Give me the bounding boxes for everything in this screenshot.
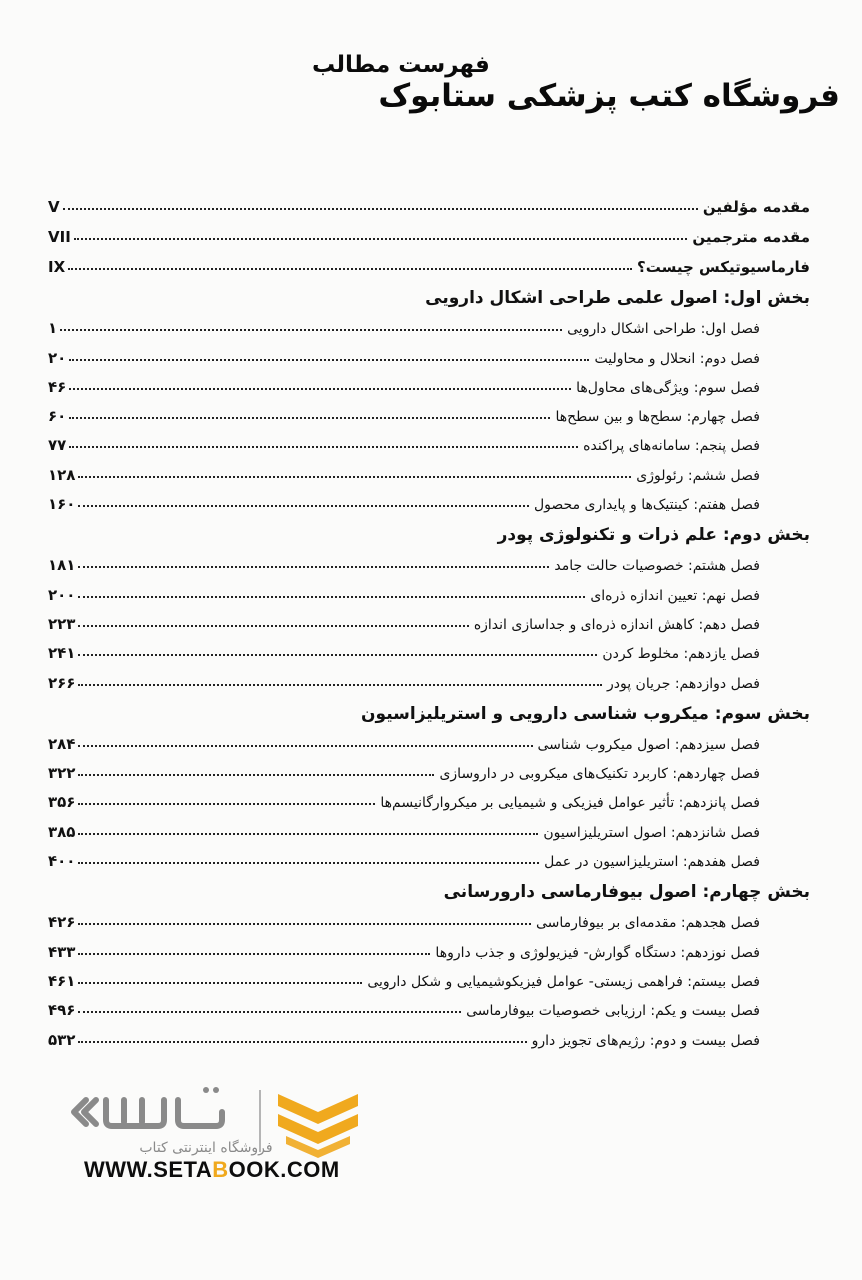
toc-label: فصل هفدهم: استریلیزاسیون در عمل bbox=[544, 854, 760, 871]
toc-row[interactable] bbox=[48, 545, 810, 574]
dot-leader bbox=[69, 359, 589, 361]
dot-leader bbox=[78, 654, 597, 656]
toc-label: فصل سیزدهم: اصول میکروب شناسی bbox=[537, 736, 760, 753]
toc-label: فصل سوم: ویژگی‌های محاول‌ها bbox=[576, 379, 760, 396]
dot-leader bbox=[78, 833, 538, 835]
dot-leader bbox=[78, 953, 430, 955]
toc-page-number: ۱۶۰ bbox=[48, 495, 76, 514]
toc-row[interactable] bbox=[48, 308, 810, 337]
toc-row[interactable] bbox=[48, 633, 810, 662]
part-heading[interactable]: بخش سوم: میکروب شناسی دارویی و استریلیزاسیون bbox=[361, 703, 810, 724]
toc-page-number: ۳۲۲ bbox=[48, 764, 76, 783]
toc-page-number: ۲۶۶ bbox=[48, 673, 76, 692]
toc-row[interactable] bbox=[48, 931, 810, 960]
toc-label: فصل هجدهم: مقدمه‌ای بر بیوفارماسی bbox=[535, 915, 760, 932]
toc-label: فصل ششم: رئولوژی bbox=[636, 467, 760, 484]
website-highlight: B bbox=[212, 1157, 229, 1182]
dot-leader bbox=[78, 1041, 526, 1043]
toc-row[interactable] bbox=[48, 753, 810, 782]
toc-page-number: VII bbox=[48, 228, 71, 246]
dot-leader bbox=[78, 505, 529, 507]
toc-page-number: ۷۷ bbox=[48, 436, 67, 455]
toc-page-number: ۴۶۱ bbox=[48, 971, 76, 990]
front-matter-list bbox=[48, 186, 810, 276]
toc-label: فصل دوم: انحلال و محاولیت bbox=[594, 350, 760, 367]
toc-row[interactable] bbox=[48, 724, 810, 753]
brand-wordmark-icon bbox=[74, 1087, 222, 1126]
toc-row[interactable] bbox=[48, 216, 810, 246]
toc-label: فصل بیست و دوم: رژیم‌های تجویز دارو bbox=[531, 1032, 760, 1049]
toc-label: فصل پنجم: سامانه‌های پراکنده bbox=[583, 438, 760, 455]
toc-row[interactable] bbox=[48, 425, 810, 454]
toc-row[interactable] bbox=[48, 902, 810, 931]
dot-leader bbox=[78, 774, 434, 776]
toc-row[interactable] bbox=[48, 841, 810, 870]
toc-page-number: ۲۰ bbox=[48, 348, 67, 367]
parts-list bbox=[48, 276, 810, 1049]
dot-leader bbox=[63, 208, 698, 210]
dot-leader bbox=[78, 566, 549, 568]
toc-page-number: ۲۴۱ bbox=[48, 644, 76, 663]
table-of-contents bbox=[48, 186, 810, 1049]
toc-row[interactable] bbox=[48, 367, 810, 396]
dot-leader bbox=[60, 329, 562, 331]
dot-leader bbox=[69, 388, 571, 390]
toc-row[interactable] bbox=[48, 961, 810, 990]
website-suffix: OOK.COM bbox=[228, 1157, 340, 1182]
dot-leader bbox=[78, 923, 530, 925]
toc-page-number: ۱۲۸ bbox=[48, 465, 76, 484]
toc-heading: فهرست مطالب bbox=[312, 52, 490, 78]
book-chevron-icon bbox=[278, 1094, 358, 1158]
toc-label: فصل هشتم: خصوصیات حالت جامد bbox=[554, 558, 760, 575]
toc-label: فصل چهارم: سطح‌ها و بین سطح‌ها bbox=[555, 409, 760, 426]
toc-label: فصل دوازدهم: جریان پودر bbox=[606, 675, 760, 692]
part-heading[interactable]: بخش اول: اصول علمی طراحی اشکال دارویی bbox=[425, 288, 810, 308]
dot-leader bbox=[78, 596, 585, 598]
toc-page-number: ۴۲۶ bbox=[48, 913, 76, 932]
store-name-watermark: فروشگاه کتب پزشکی ستابوک bbox=[378, 78, 840, 114]
toc-page-number: ۴۰۰ bbox=[48, 852, 76, 871]
part-heading[interactable]: بخش چهارم: اصول بیوفارماسی دارورسانی bbox=[443, 882, 810, 903]
toc-label: مقدمه مترجمین bbox=[692, 228, 810, 246]
toc-row[interactable] bbox=[48, 1019, 810, 1048]
toc-label: فصل نهم: تعیین اندازه ذره‌ای bbox=[590, 587, 760, 604]
dot-leader bbox=[78, 803, 375, 805]
toc-label: فارماسیوتیکس چیست؟ bbox=[637, 258, 810, 276]
dot-leader bbox=[78, 1011, 461, 1013]
toc-label: فصل چهاردهم: کاربرد تکنیک‌های میکروبی در داروسازی bbox=[439, 766, 760, 783]
toc-row[interactable] bbox=[48, 337, 810, 366]
toc-label: فصل شانزدهم: اصول استریلیزاسیون bbox=[543, 824, 760, 841]
website-url[interactable] bbox=[84, 1157, 340, 1183]
part-heading[interactable]: بخش دوم: علم ذرات و تکنولوژی پودر bbox=[497, 525, 810, 546]
toc-page-number: ۵۳۲ bbox=[48, 1030, 76, 1049]
toc-row[interactable] bbox=[48, 484, 810, 513]
toc-row[interactable] bbox=[48, 396, 810, 425]
dot-leader bbox=[78, 684, 602, 686]
toc-page-number: ۲۰۰ bbox=[48, 585, 76, 604]
toc-page-number: ۳۵۶ bbox=[48, 793, 76, 812]
toc-page-number: ۴۶ bbox=[48, 377, 67, 396]
dot-leader bbox=[78, 982, 362, 984]
toc-page-number: V bbox=[48, 198, 60, 216]
dot-leader bbox=[78, 745, 532, 747]
toc-label: فصل نوزدهم: دستگاه گوارش- فیزیولوژی و جذب داروها bbox=[435, 944, 760, 961]
toc-page-number: ۳۸۵ bbox=[48, 822, 76, 841]
toc-row[interactable] bbox=[48, 990, 810, 1019]
brand-tagline: فروشگاه اینترنتی کتاب bbox=[139, 1140, 273, 1156]
toc-page-number: ۴۹۶ bbox=[48, 1001, 76, 1020]
toc-label: فصل اول: طراحی اشکال دارویی bbox=[567, 321, 760, 338]
toc-label: مقدمه مؤلفین bbox=[702, 198, 810, 216]
toc-row[interactable] bbox=[48, 604, 810, 633]
toc-label: فصل یازدهم: مخلوط کردن bbox=[602, 646, 760, 663]
toc-row[interactable] bbox=[48, 186, 810, 216]
toc-row[interactable] bbox=[48, 782, 810, 811]
dot-leader bbox=[78, 476, 631, 478]
toc-label: فصل دهم: کاهش اندازه ذره‌ای و جداسازی اندازه bbox=[473, 616, 760, 633]
dot-leader bbox=[78, 625, 468, 627]
toc-row[interactable] bbox=[48, 574, 810, 603]
toc-page-number: ۱ bbox=[48, 319, 58, 338]
website-prefix: WWW.SETA bbox=[84, 1157, 213, 1182]
toc-label: فصل پانزدهم: تأثیر عوامل فیزیکی و شیمیایی بر میکروارگانیسم‌ها bbox=[380, 795, 760, 812]
toc-label: فصل بیستم: فراهمی زیستی- عوامل فیزیکوشیمیایی و شکل دارویی bbox=[367, 973, 760, 990]
dot-leader bbox=[69, 446, 578, 448]
toc-row[interactable] bbox=[48, 811, 810, 840]
toc-page-number: IX bbox=[48, 258, 66, 276]
toc-page-number: ۱۸۱ bbox=[48, 556, 76, 575]
toc-label: فصل هفتم: کینتیک‌ها و پایداری محصول bbox=[533, 497, 760, 514]
toc-page-number: ۲۲۳ bbox=[48, 614, 76, 633]
toc-label: فصل بیست و یکم: ارزیابی خصوصیات بیوفارماسی bbox=[466, 1003, 760, 1020]
toc-row[interactable] bbox=[48, 246, 810, 276]
toc-row[interactable] bbox=[48, 662, 810, 691]
dot-leader bbox=[74, 238, 688, 240]
dot-leader bbox=[69, 417, 550, 419]
dot-leader bbox=[68, 268, 632, 270]
toc-page-number: ۴۳۳ bbox=[48, 942, 76, 961]
toc-page-number: ۶۰ bbox=[48, 407, 67, 426]
dot-leader bbox=[78, 862, 539, 864]
toc-row[interactable] bbox=[48, 454, 810, 483]
toc-page-number: ۲۸۴ bbox=[48, 734, 76, 753]
